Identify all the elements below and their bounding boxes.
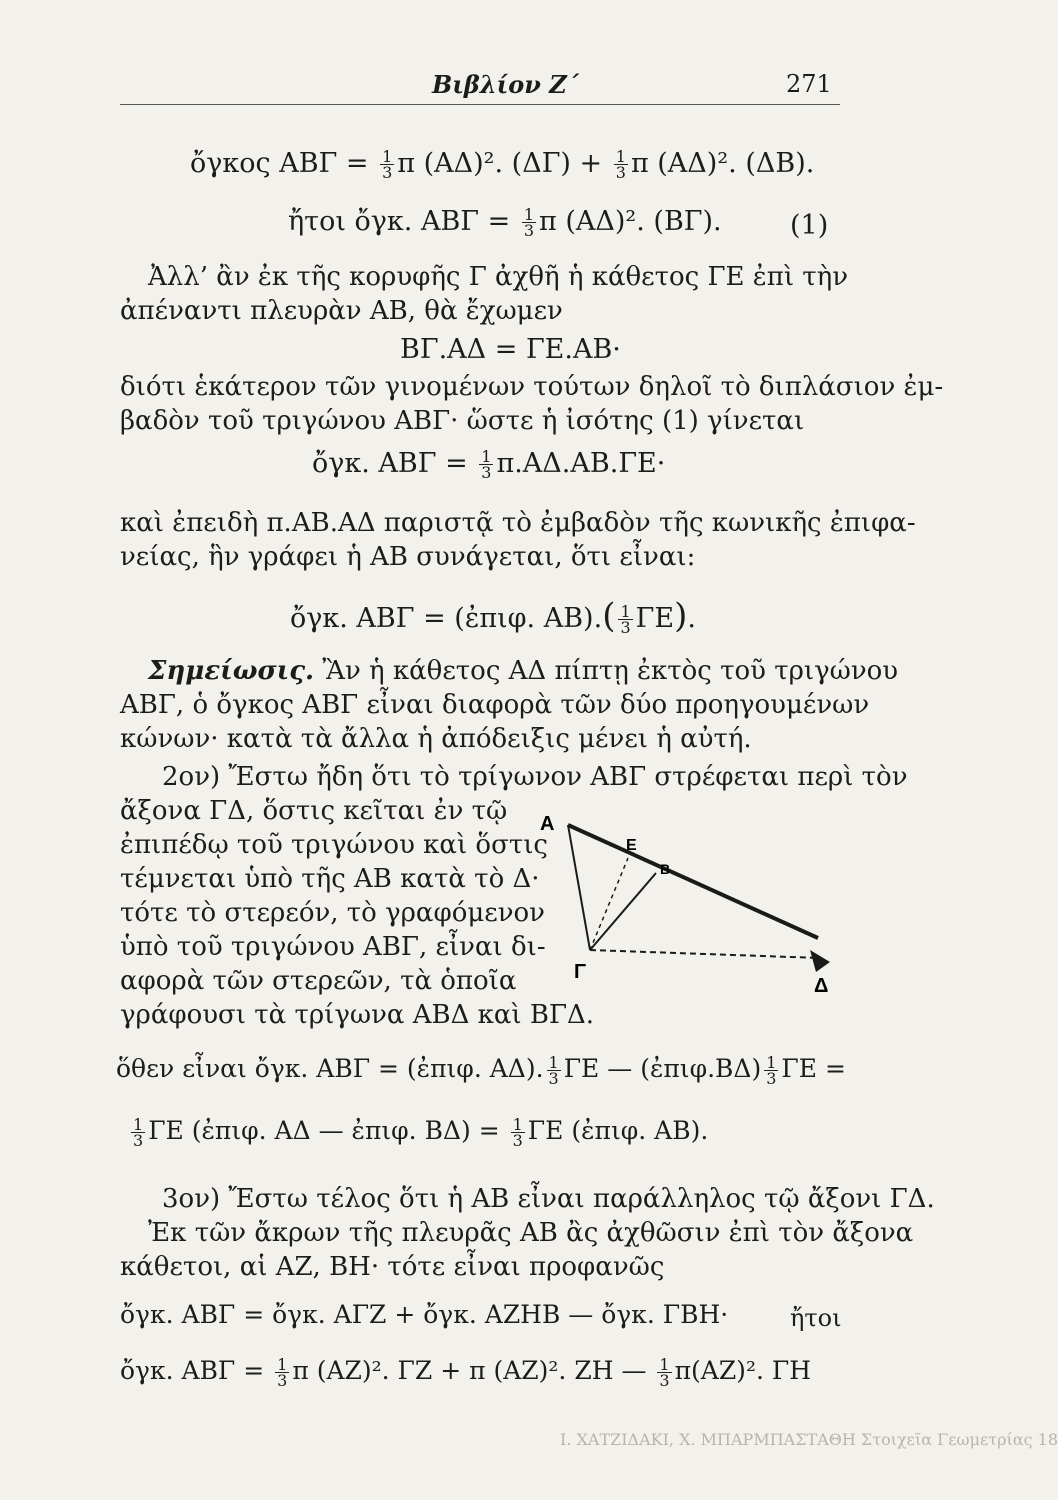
page-number: 271 (786, 70, 832, 98)
point-d-marker (810, 950, 830, 972)
text-line: ΑΒΓ, ὁ ὄγκος ΑΒΓ εἶναι διαφορὰ τῶν δύο προηγουμένων (120, 690, 870, 720)
label-b: B (660, 861, 671, 877)
fraction: $\frac{1}{3}$ (277, 1355, 288, 1390)
text-line: Ἐκ τῶν ἄκρων τῆς πλευρᾶς ΑΒ ἂς ἀχθῶσιν ἐπὶ τὸν ἄξονα (148, 1218, 914, 1248)
label-d: Δ (814, 975, 829, 997)
triangle-diagram (540, 800, 848, 1010)
line-ge-perpendicular (590, 858, 628, 950)
text-line: διότι ἑκάτερον τῶν γινομένων τούτων δηλοῖ τὸ διπλάσιον ἐμ- (120, 372, 944, 402)
text-line: γράφουσι τὰ τρίγωνα ΑΒΔ καὶ ΒΓΔ. (120, 1000, 595, 1030)
equation-number-1: (1) (790, 210, 829, 241)
formula-volume-expanded: ὄγκ. ΑΒΓ = $\frac{1}{3}$ π (ΑΖ)². ΓΖ + π (ΑΖ)². ΖΗ — $\frac{1}{3}$ π(ΑΖ)². ΓΗ (120, 1355, 812, 1390)
fraction: $\frac{1}{3}$ (615, 147, 626, 182)
formula-volume-result: $\frac{1}{3}$ ΓΕ (ἐπιφ. ΑΔ — ἐπιφ. ΒΔ) = $\frac{1}{3}$ ΓΕ (ἐπιφ. ΑΒ). (133, 1115, 709, 1150)
formula-volume-surface: ὄγκ. ΑΒΓ = (ἐπιφ. ΑΒ).( $\frac{1}{3}$ ΓΕ). (290, 596, 696, 637)
formula-area-equality: ΒΓ.ΑΔ = ΓΕ.ΑΒ· (400, 334, 621, 365)
text-line: 3ον) Ἔστω τέλος ὅτι ἡ ΑΒ εἶναι παράλληλος τῷ ἄξονι ΓΔ. (162, 1184, 935, 1214)
faint-footer-bleedthrough: Ι. ΧΑΤΖΙΔΑΚΙ, Χ. ΜΠΑΡΜΠΑΣΤΑΘΗ Στοιχεῖα Γεωμετρίας 18 (560, 1430, 1058, 1449)
formula-volume-sum: ὄγκος ΑΒΓ = $\frac{1}{3}$ π (ΑΔ)². (ΔΓ) + $\frac{1}{3}$ π (ΑΔ)². (ΔΒ). (190, 147, 815, 182)
formula-volume-ge: ὄγκ. ΑΒΓ = $\frac{1}{3}$ π.ΑΔ.ΑΒ.ΓΕ· (312, 447, 666, 482)
label-a: A (540, 813, 555, 835)
text-line: τέμνεται ὑπὸ τῆς ΑΒ κατὰ τὸ Δ· (120, 864, 540, 894)
text-line: ἄξονα ΓΔ, ὅστις κεῖται ἐν τῷ (120, 796, 508, 826)
running-header-title: Βιβλίον Ζ΄ (432, 70, 579, 99)
text-line: Ἀλλ’ ἂν ἐκ τῆς κορυφῆς Γ ἀχθῆ ἡ κάθετος ΓΕ ἐπὶ τὴν (148, 262, 849, 292)
fraction: $\frac{1}{3}$ (382, 147, 393, 182)
text-line: ἀπέναντι πλευρὰν ΑΒ, θὰ ἔχωμεν (120, 296, 563, 326)
text-line: τότε τὸ στερεόν, τὸ γραφόμενον (120, 898, 545, 928)
text-line: ἐπιπέδῳ τοῦ τριγώνου καὶ ὅστις (120, 830, 548, 860)
fraction: $\frac{1}{3}$ (523, 205, 535, 240)
line-ad (568, 825, 818, 938)
note-line: Σημείωσις. Ἂν ἡ κάθετος ΑΔ πίπτῃ ἐκτὸς τοῦ τριγώνου (148, 656, 899, 686)
fraction: $\frac{1}{3}$ (766, 1053, 777, 1088)
fraction: $\frac{1}{3}$ (659, 1355, 670, 1390)
formula-volume-bg: ἤτοι ὄγκ. ΑΒΓ = $\frac{1}{3}$ π (ΑΔ)². (ΒΓ). (288, 205, 722, 240)
text-line: ὑπὸ τοῦ τριγώνου ΑΒΓ, εἶναι δι- (120, 932, 546, 962)
text-line: 2ον) Ἔστω ἤδη ὅτι τὸ τρίγωνον ΑΒΓ στρέφεται περὶ τὸν (162, 762, 908, 792)
fraction: $\frac{1}{3}$ (512, 1115, 523, 1150)
formula-volume-decomposition: ὄγκ. ΑΒΓ = ὄγκ. ΑΓΖ + ὄγκ. ΑΖΗΒ — ὄγκ. ΓΒΗ· (120, 1300, 729, 1329)
text-line: κώνων· κατὰ τὰ ἄλλα ἡ ἀπόδειξις μένει ἡ αὐτή. (120, 724, 752, 754)
fraction: $\frac{1}{3}$ (133, 1115, 144, 1150)
text-line: βαδὸν τοῦ τριγώνου ΑΒΓ· ὥστε ἡ ἰσότης (1) γίνεται (120, 406, 805, 436)
formula-volume-difference: ὅθεν εἶναι ὄγκ. ΑΒΓ = (ἐπιφ. ΑΔ). $\frac{1}{3}$ ΓΕ — (ἐπιφ.ΒΔ) $\frac{1}{3}$ ΓΕ = (116, 1053, 846, 1088)
label-g: Γ (574, 961, 587, 983)
text-line: αφορὰ τῶν στερεῶν, τὰ ὁποῖα (120, 966, 517, 996)
line-ag (568, 825, 590, 950)
fraction: $\frac{1}{3}$ (548, 1053, 559, 1088)
label-e: E (626, 837, 637, 854)
line-gb (590, 873, 656, 950)
header-rule (120, 104, 840, 105)
text-line: κάθετοι, αἱ ΑΖ, ΒΗ· τότε εἶναι προφανῶς (120, 1252, 665, 1282)
fraction: $\frac{1}{3}$ (481, 447, 492, 482)
note-label: Σημείωσις. (148, 656, 315, 686)
text-line: καὶ ἐπειδὴ π.ΑΒ.ΑΔ παριστᾷ τὸ ἐμβαδὸν τῆς κωνικῆς ἐπιφα- (120, 508, 916, 538)
fraction: $\frac{1}{3}$ (620, 602, 631, 637)
axis-gd (590, 950, 820, 958)
text-line: νείας, ἣν γράφει ἡ ΑΒ συνάγεται, ὅτι εἶναι: (120, 542, 696, 572)
text-etoi: ἤτοι (790, 1304, 842, 1332)
